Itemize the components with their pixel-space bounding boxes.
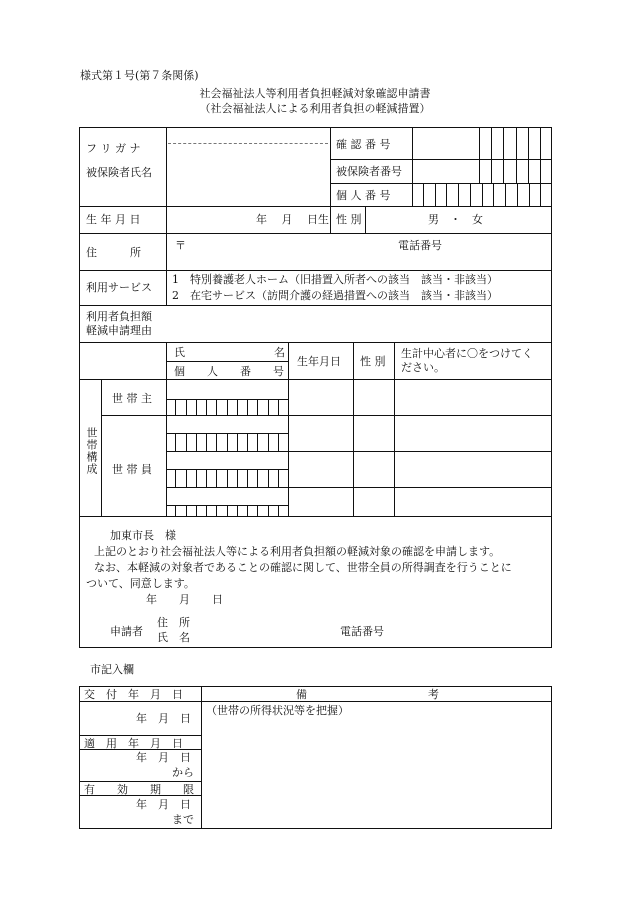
household-personal-number-cells[interactable] (166, 433, 288, 451)
col-note-1: 生計中心者に〇をつけてく (401, 347, 533, 360)
form-number: 様式第１号(第７条関係) (80, 69, 199, 82)
insured-name-label: 被保険者氏名 (86, 166, 152, 179)
household-head-label: 世 帯 主 (112, 392, 152, 405)
confirm-number-cells[interactable] (468, 127, 552, 183)
form-subtitle: （社会福祉法人による利用者負担の軽減措置） (199, 102, 431, 115)
household-personal-number-cells[interactable] (166, 469, 288, 487)
household-member-label: 世 帯 員 (112, 463, 152, 476)
remarks-note: （世帯の所得状況等を把握） (206, 704, 349, 717)
col-name-1: 氏 (174, 346, 185, 359)
declaration-line-1: 上記のとおり社会福祉法人等による利用者負担額の軽減対象の確認を申請します。 (94, 545, 501, 558)
valid-until: まで (172, 813, 194, 826)
sex-options: 男 ・ 女 (428, 213, 483, 226)
valid-date-fill: 年 月 日 (136, 798, 191, 811)
address-label: 住 所 (86, 246, 141, 259)
confirm-number-label: 確 認 番 号 (336, 138, 391, 151)
apply-date-fill: 年 月 日 (136, 751, 191, 764)
col-sex: 性 別 (360, 355, 386, 368)
service-option-1: 1 特別養護老人ホーム（旧措置入所者への該当 該当・非該当） (172, 273, 498, 286)
applicant-address-label: 住 所 (157, 616, 190, 629)
col-note-2: ださい。 (401, 361, 445, 374)
household-label: 世帯構成 (85, 427, 98, 475)
issue-date-fill: 年 月 日 (136, 712, 191, 725)
addressee: 加東市長 様 (110, 529, 176, 542)
applicant-label: 申請者 (110, 625, 143, 638)
service-label: 利用サービス (86, 281, 152, 294)
reason-label-1: 利用者負担額 (86, 310, 152, 323)
insured-number-label: 被保険者番号 (336, 165, 402, 178)
declaration-line-3: ついて、同意します。 (86, 577, 195, 590)
postal-mark: 〒 (175, 239, 186, 252)
phone-label: 電話番号 (398, 239, 442, 252)
birth-date-fill: 年 月 日生 (256, 213, 329, 226)
household-personal-number-cells[interactable] (166, 399, 288, 415)
sex-label: 性 別 (336, 213, 362, 226)
col-name-2: 名 (274, 346, 285, 359)
issue-date-label: 交 付 年 月 日 (84, 688, 183, 701)
city-section-title: 市記入欄 (90, 663, 134, 676)
personal-number-cells[interactable] (412, 183, 552, 206)
applicant-name-label: 氏 名 (157, 631, 190, 644)
remarks-label: 備 考 (296, 688, 439, 701)
birth-label: 生 年 月 日 (86, 213, 141, 226)
declaration-date: 年 月 日 (146, 593, 223, 606)
household-personal-number-cells[interactable] (166, 505, 288, 516)
valid-until-label: 有 効 期 限 (84, 783, 194, 796)
apply-from: から (172, 766, 194, 779)
form-title: 社会福祉法人等利用者負担軽減対象確認申請書 (199, 87, 431, 100)
apply-date-label: 適 用 年 月 日 (84, 737, 183, 750)
applicant-phone-label: 電話番号 (340, 625, 384, 638)
col-personal-number: 個 人 番 号 (174, 365, 284, 378)
reason-label-2: 軽減申請理由 (86, 324, 152, 337)
personal-number-label: 個 人 番 号 (336, 189, 391, 202)
col-birth-date: 生年月日 (297, 355, 341, 368)
service-option-2: 2 在宅サービス（訪問介護の経過措置への該当 該当・非該当） (172, 289, 498, 302)
declaration-line-2: なお、本軽減の対象者であることの確認に関して、世帯全員の所得調査を行うことに (94, 561, 512, 574)
furigana-label: フ リ ガ ナ (86, 142, 141, 155)
